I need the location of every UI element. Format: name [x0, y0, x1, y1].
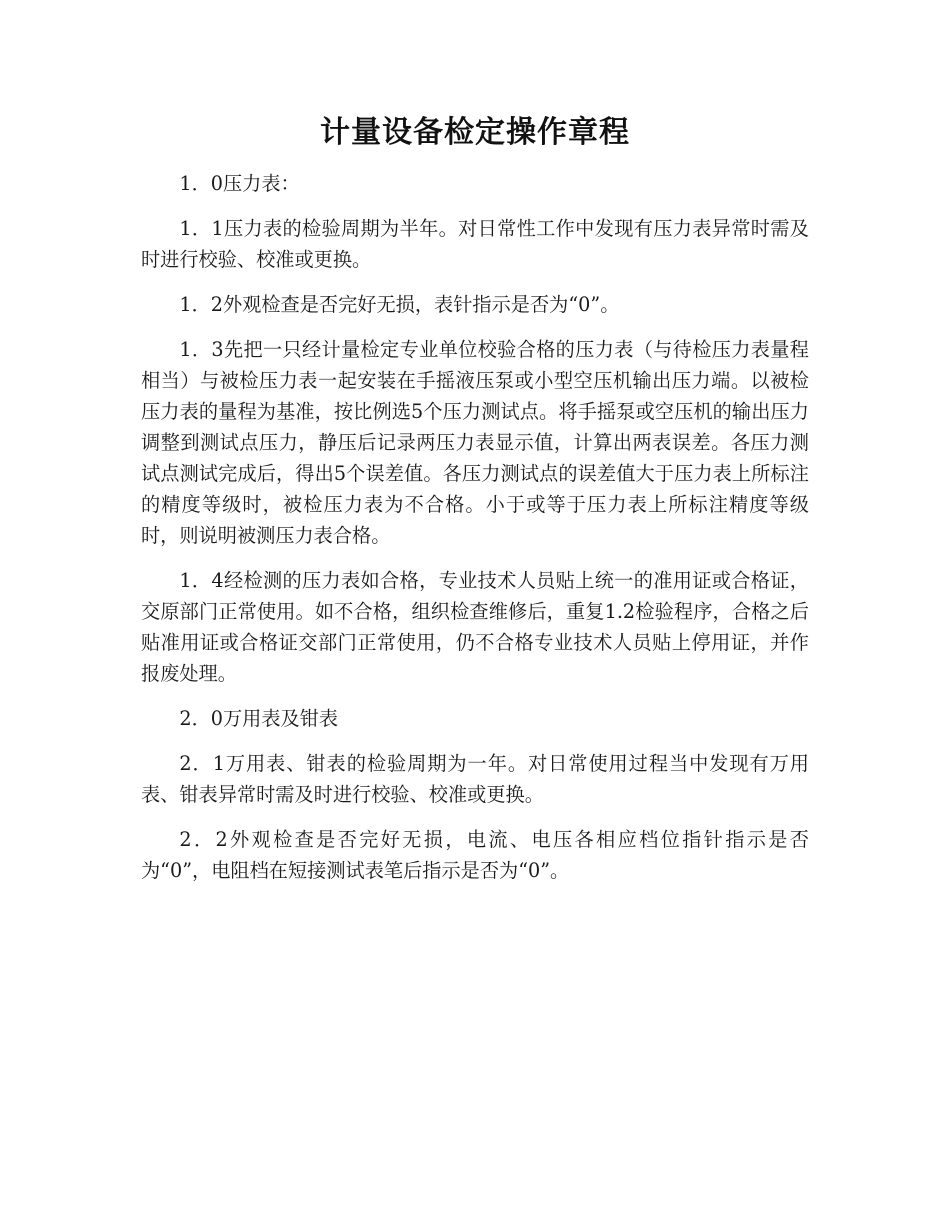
document-body [141, 168, 809, 900]
paragraph-2-0: 2．0万用表及钳表 [179, 707, 339, 730]
paragraph-2-2: 2．2外观检查是否完好无损，电流、电压各相应档位指针指示是否为“0”，电阻档在短接测试表笔后指示是否为“0”。 [141, 828, 809, 882]
document-title: 计量设备检定操作章程 [320, 115, 630, 150]
paragraph-1-2: 1．2外观检查是否完好无损，表针指示是否为“0”。 [179, 293, 620, 316]
paragraph-2-1: 2．1万用表、钳表的检验周期为一年。对日常使用过程当中发现有万用表、钳表异常时需及时进行校验、校准或更换。 [141, 752, 809, 806]
paragraph-1-1: 1．1压力表的检验周期为半年。对日常性工作中发现有压力表异常时需及时进行校验、校准或更换。 [141, 217, 809, 271]
paragraph-1-3: 1．3先把一只经计量检定专业单位校验合格的压力表（与待检压力表量程相当）与被检压力表一起安装在手摇液压泵或小型空压机输出压力端。以被检压力表的量程为基准，按比例选5个压力测试点。将手摇泵或空压机的输出压力调整到测试点压力，静压后记录两压力表显示值，计算出两表误差。各压力测试点测试完成后，得出5个误差值。各压力测试点的误差值大于压力表上所标注的精度等级时，被检压力表为不合格。小于或等于压力表上所标注精度等级时，则说明被测压力表合格。 [141, 338, 809, 547]
paragraph-1-0: 1．0压力表： [179, 172, 300, 195]
paragraph-1-4: 1．4经检测的压力表如合格，专业技术人员贴上统一的准用证或合格证，交原部门正常使用。如不合格，组织检查维修后，重复1.2检验程序，合格之后贴准用证或合格证交部门正常使用，仍不合格专业技术人员贴上停用证，并作报废处理。 [141, 569, 809, 685]
